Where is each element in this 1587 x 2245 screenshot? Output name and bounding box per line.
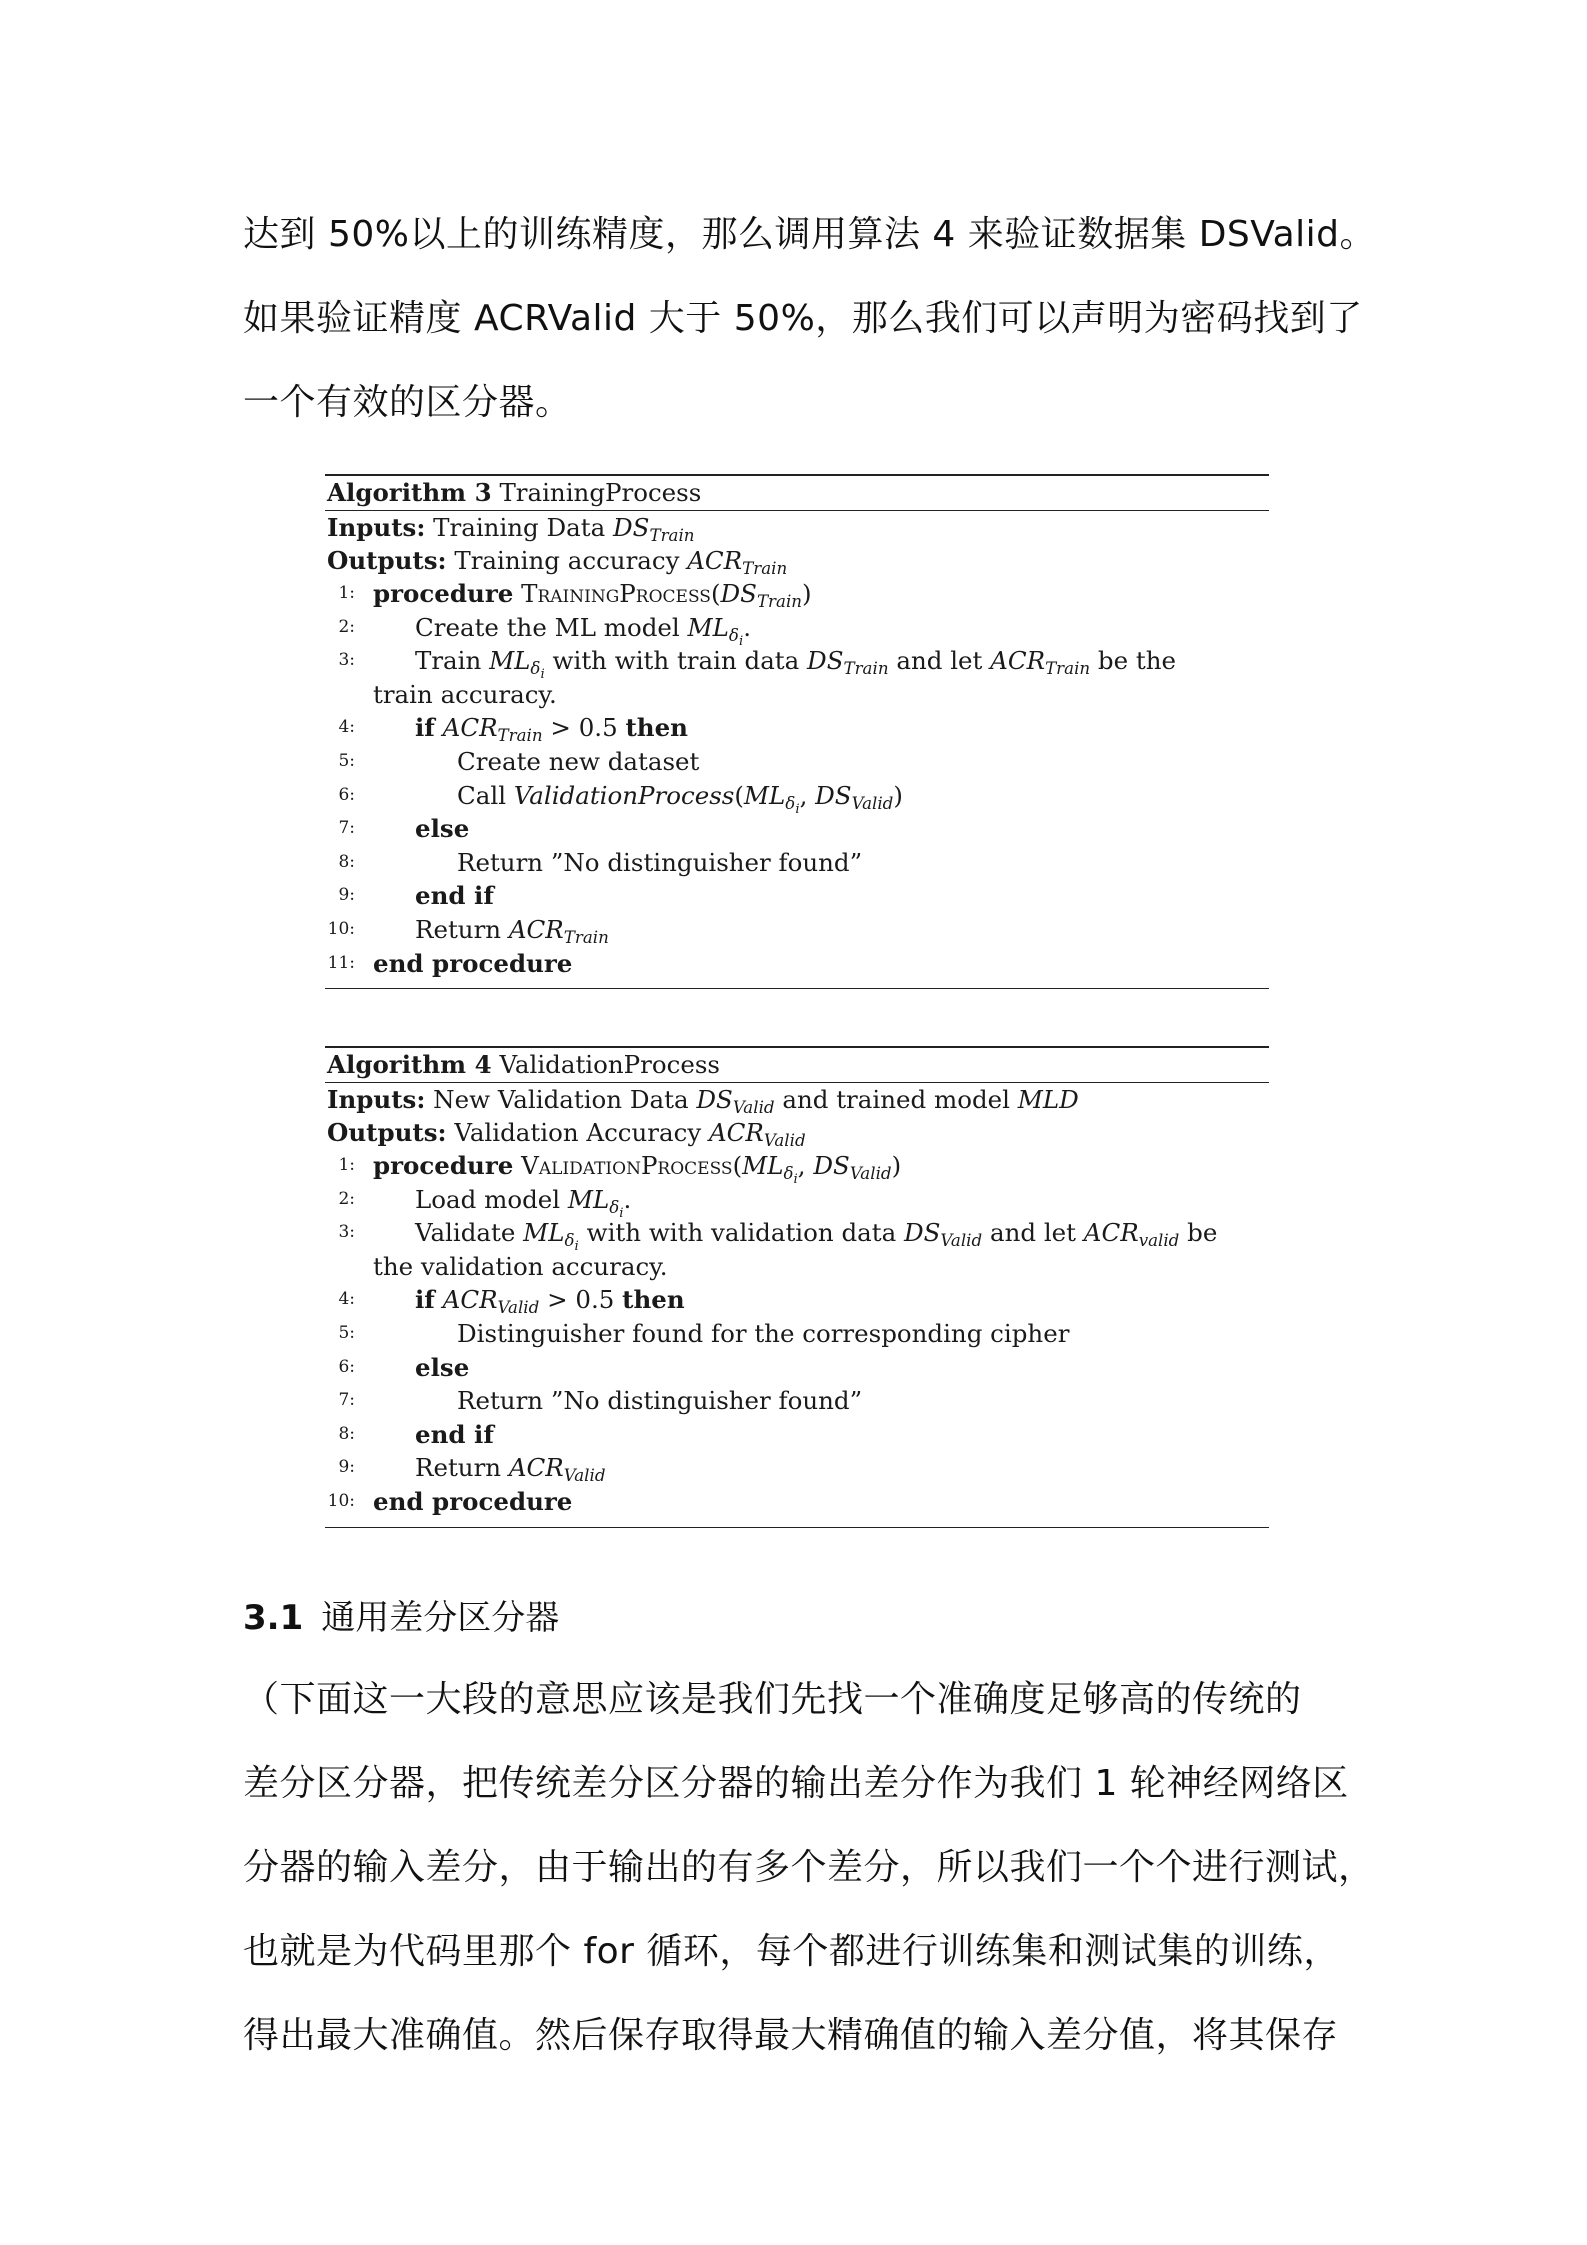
- line-number: 4:: [338, 1289, 355, 1310]
- line-number: 11:: [327, 952, 355, 973]
- section-heading: [243, 1588, 559, 1648]
- body-line: 分器的输入差分，由于输出的有多个差分，所以我们一个个进行测试，: [243, 1847, 1375, 1888]
- algorithm-line: 10: end procedure: [325, 1485, 1269, 1519]
- line-number: 9:: [338, 1457, 355, 1478]
- line-number: 7:: [338, 1390, 355, 1411]
- algorithm-line: 3: Train $ML_{\delta_i}$ with with train data $DS_{Train}$ and let $ACR_{Train}$ be the: [325, 644, 1269, 678]
- algorithm-label: Algorithm 3: [327, 478, 492, 507]
- outputs-line: Outputs: Validation Accuracy $ACR_{Valid}$: [327, 1118, 806, 1150]
- body-line: 差分区分器，把传统差分区分器的输出差分作为我们 1 轮神经网络区: [243, 1763, 1349, 1804]
- bottom-rule: [325, 1527, 1269, 1528]
- line-number: 8:: [338, 851, 355, 872]
- line-number: 10:: [327, 1490, 355, 1511]
- body-line: 得出最大准确值。然后保存取得最大精确值的输入差分值，将其保存: [243, 2015, 1339, 2056]
- intro-line: 一个有效的区分器。: [243, 382, 572, 423]
- line-number: 1:: [338, 583, 355, 603]
- algorithm-line: 11: end procedure: [325, 947, 1269, 981]
- line-number: 2:: [338, 1188, 355, 1209]
- algorithm-line: 7: else: [325, 812, 1269, 846]
- algorithm-line: 8: end if: [325, 1418, 1269, 1452]
- line-number: 5:: [338, 750, 355, 771]
- line-number: 8:: [338, 1423, 355, 1444]
- line-number: 9:: [338, 885, 355, 906]
- body-line: 也就是为代码里那个 for 循环，每个都进行训练集和测试集的训练，: [243, 1931, 1340, 1972]
- algorithm-line: 8: Return ”No distinguisher found”: [325, 846, 1269, 880]
- algorithm-line: 6: Call $ValidationProcess(ML_{\delta_i}$, $DS_{Valid}$): [325, 779, 1269, 813]
- line-number: 2:: [338, 616, 355, 637]
- algorithm-line: 1: procedure $ValidationProcess(ML_{\delta_i}$, $DS_{Valid}$): [325, 1149, 1269, 1183]
- bottom-rule: [325, 988, 1269, 989]
- algorithm-name: TrainingProcess: [499, 478, 702, 507]
- inputs-line: Inputs: New Validation Data $DS_{Valid}$ and trained model MLD: [327, 1085, 1079, 1117]
- line-number: 10:: [327, 918, 355, 939]
- algorithm-line: 5: Distinguisher found for the corresponding cipher: [325, 1317, 1269, 1351]
- body-paragraph: [243, 1658, 1375, 2078]
- line-number: 3:: [338, 650, 355, 671]
- outputs-line: Outputs: Training accuracy $ACR_{Train}$: [327, 546, 788, 578]
- algorithm-line: 6: else: [325, 1351, 1269, 1385]
- algorithm-line: 2: Create the ML model $ML_{\delta_i}$.: [325, 611, 1269, 645]
- algorithm-line-continuation: train accuracy.: [373, 679, 557, 709]
- section-title: 通用差分区分器: [321, 1598, 560, 1638]
- section-number: 3.1: [243, 1598, 304, 1638]
- algorithm-4-box: [325, 1046, 1269, 1528]
- line-number: 5:: [338, 1322, 355, 1343]
- algorithm-line: 4: if $ACR_{Valid} > 0.5$ then: [325, 1283, 1269, 1317]
- algorithm-line: 10: Return $ACR_{Train}$: [325, 913, 1269, 947]
- algorithm-name: ValidationProcess: [499, 1050, 720, 1079]
- body-line: （下面这一大段的意思应该是我们先找一个准确度足够高的传统的: [243, 1679, 1302, 1720]
- intro-paragraph: [243, 193, 1377, 445]
- algorithm-line: 2: Load model $ML_{\delta_i}$.: [325, 1183, 1269, 1217]
- algorithm-title: [325, 1048, 1269, 1082]
- algorithm-line: 7: Return ”No distinguisher found”: [325, 1384, 1269, 1418]
- intro-line: 如果验证精度 ACRValid 大于 50%，那么我们可以声明为密码找到了: [243, 298, 1363, 339]
- algorithm-label: Algorithm 4: [327, 1050, 492, 1079]
- algorithm-line-continuation: the validation accuracy.: [373, 1251, 668, 1281]
- line-number: 4:: [338, 717, 355, 738]
- intro-line: 达到 50%以上的训练精度，那么调用算法 4 来验证数据集 DSValid。: [243, 214, 1377, 255]
- algorithm-line: 1: procedure $TrainingProcess(DS_{Train})$: [325, 577, 1269, 611]
- algorithm-line: 5: Create new dataset: [325, 745, 1269, 779]
- line-number: 6:: [338, 1356, 355, 1377]
- line-number: 3:: [338, 1222, 355, 1243]
- inputs-line: Inputs: Training Data $DS_{Train}$: [327, 513, 695, 545]
- line-number: 7:: [338, 818, 355, 839]
- algorithm-title: [325, 476, 1269, 510]
- algorithm-line: 9: Return $ACR_{Valid}$: [325, 1451, 1269, 1485]
- line-number: 6:: [338, 784, 355, 805]
- algorithm-line: 4: if $ACR_{Train} > 0.5$ then: [325, 711, 1269, 745]
- algorithm-3-box: [325, 474, 1269, 989]
- algorithm-line: 9: end if: [325, 879, 1269, 913]
- algorithm-line: 3: Validate $ML_{\delta_i}$ with with validation data $DS_{Valid}$ and let $ACR_{valid}$ be: [325, 1216, 1269, 1250]
- line-number: 1:: [338, 1155, 355, 1175]
